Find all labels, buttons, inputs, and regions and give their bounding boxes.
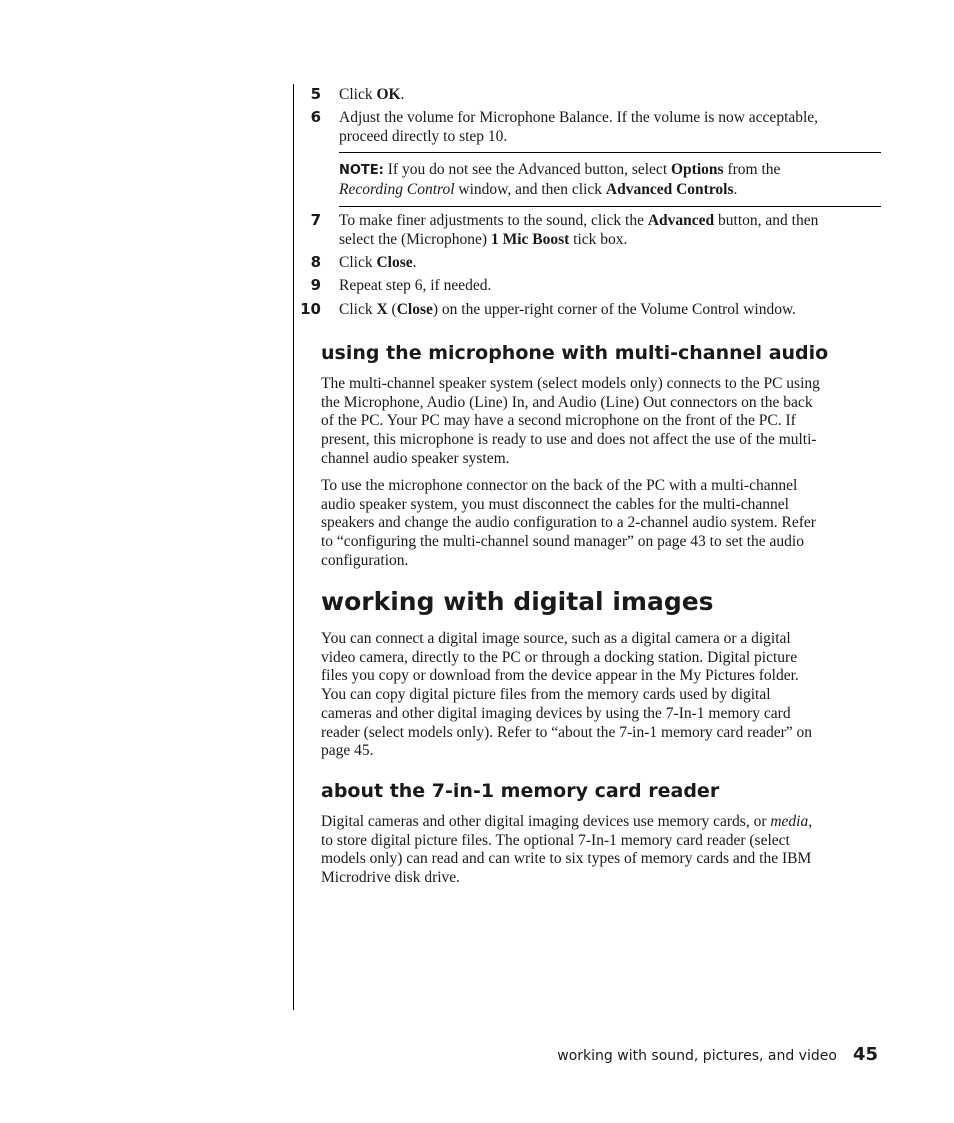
text-line: models only) can read and can write to six types of memory cards and the IBM	[321, 850, 812, 868]
text-line: ,	[808, 813, 813, 830]
step-number: 5	[310, 85, 321, 103]
step-number: 9	[310, 276, 321, 294]
step-10	[300, 300, 881, 319]
step-text: Repeat step 6, if needed.	[339, 277, 492, 294]
step-5	[310, 85, 881, 104]
step-text: To make finer adjustments to the sound, click the	[339, 212, 648, 229]
text-line: cameras and other digital imaging devices by using the 7-In-1 memory card	[321, 704, 791, 722]
step-6	[310, 108, 881, 146]
text-line: to “configuring the multi-channel sound manager” on page 43 to set the audio	[321, 533, 804, 551]
step-text: button, and then	[714, 212, 819, 229]
text-line: files you copy or download from the device appear in the My Pictures folder.	[321, 667, 799, 685]
text-line: of the PC. Your PC may have a second microphone on the front of the PC. If	[321, 412, 796, 430]
step-text: tick box.	[569, 231, 628, 248]
note-label: NOTE:	[339, 163, 384, 178]
chapter-title: working with sound, pictures, and video	[557, 1048, 837, 1064]
step-text: .	[412, 254, 417, 271]
paragraph-digital-images	[321, 630, 881, 761]
step-bold-term: Close	[396, 301, 433, 318]
text-line: You can connect a digital image source, such as a digital camera or a digital	[321, 630, 791, 647]
section-heading-card-reader: about the 7-in-1 memory card reader	[321, 780, 720, 802]
text-line: Microdrive disk drive.	[321, 869, 461, 887]
text-line: speakers and change the audio configuration to a 2-channel audio system. Refer	[321, 514, 816, 532]
step-text: (	[387, 301, 397, 318]
text-line: reader (select models only). Refer to “about the 7-in-1 memory card reader” on	[321, 723, 813, 741]
text-line: The multi-channel speaker system (select models only) connects to the PC using	[321, 375, 820, 392]
note-text: If you do not see the Advanced button, select	[383, 161, 671, 178]
text-line: present, this microphone is ready to use and does not affect the use of the multi-	[321, 431, 817, 449]
note-text: .	[733, 181, 738, 198]
text-line: You can copy digital picture files from the memory cards used by digital	[321, 686, 771, 704]
step-bold-term: Advanced	[647, 212, 715, 229]
italic-term: media	[770, 813, 809, 830]
step-text: Click	[339, 254, 377, 271]
margin-rule	[293, 84, 294, 1010]
step-bold-term: 1 Mic Boost	[490, 231, 570, 248]
text-line: video camera, directly to the PC or through a docking station. Digital picture	[321, 648, 798, 666]
step-text: Click	[339, 301, 377, 318]
step-number: 8	[310, 253, 321, 271]
note-text: from the	[723, 161, 781, 178]
text-line: configuration.	[321, 551, 409, 569]
step-number: 10	[300, 300, 321, 318]
section-heading-microphone: using the microphone with multi-channel audio	[321, 342, 829, 364]
step-text: Click	[339, 86, 377, 103]
step-bold-term: X	[376, 301, 388, 318]
text-line: Digital cameras and other digital imaging devices use memory cards, or	[321, 813, 771, 830]
text-line: to store digital picture files. The optional 7-In-1 memory card reader (select	[321, 831, 790, 849]
page-footer	[557, 1044, 878, 1065]
section-heading-digital-images: working with digital images	[321, 587, 714, 616]
text-line: To use the microphone connector on the back of the PC with a multi-channel	[321, 477, 798, 494]
step-number: 7	[310, 211, 321, 229]
note-bold-term: Options	[671, 161, 724, 178]
step-text: Adjust the volume for Microphone Balance. If the volume is now acceptable,	[339, 109, 819, 126]
step-8	[310, 253, 881, 272]
paragraph-microphone-1	[321, 375, 881, 469]
step-text: select the (Microphone)	[339, 231, 491, 248]
step-bold-term: OK	[376, 86, 401, 103]
paragraph-card-reader	[321, 813, 881, 888]
note-bold-term: Advanced Controls	[605, 181, 734, 198]
text-line: the Microphone, Audio (Line) In, and Audio (Line) Out connectors on the back	[321, 393, 813, 411]
step-bold-term: Close	[376, 254, 413, 271]
paragraph-microphone-2	[321, 477, 881, 571]
note-box	[339, 152, 881, 207]
step-9	[310, 276, 881, 295]
step-text: proceed directly to step 10.	[339, 128, 508, 145]
text-line: audio speaker system, you must disconnect the cables for the multi-channel	[321, 495, 789, 513]
note-italic-term: Recording Control	[339, 181, 455, 198]
text-line: page 45.	[321, 742, 374, 760]
step-number: 6	[310, 108, 321, 126]
note-text: window, and then click	[454, 181, 606, 198]
step-7	[310, 211, 881, 249]
step-text: .	[400, 86, 405, 103]
step-text: ) on the upper-right corner of the Volume Control window.	[432, 301, 797, 318]
text-line: channel audio speaker system.	[321, 449, 510, 467]
page-number: 45	[852, 1044, 878, 1065]
